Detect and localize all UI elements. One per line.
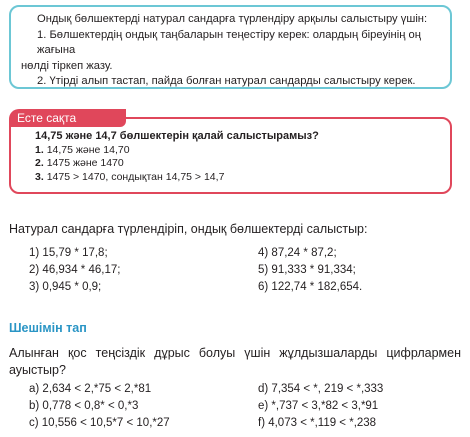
task1-right-column (258, 245, 362, 296)
rule-box (9, 5, 452, 89)
exercise-item: 3) 0,945 * 0,9; (29, 281, 102, 293)
step-number: 2. (35, 157, 44, 169)
exercise-item: 5) 91,333 * 91,334; (258, 264, 356, 276)
step-number: 1. (35, 143, 44, 156)
solve-instruction-line2: ауыстыр? (9, 363, 66, 377)
task1-instruction: Натурал сандарға түрлендіріп, ондық бөлшектерді салыстыр: (9, 222, 368, 236)
solve-instruction-line1: Алынған қос теңсіздік дұрыс болуы үшін жұлдызшаларды цифрлармен (9, 346, 461, 360)
step-text: 1475 және 1470 (46, 157, 124, 169)
rule-step-1: 1. Бөлшектердің ондық таңбаларын теңестіру керек: олардың біреуінің оң жағына (37, 28, 421, 56)
rule-intro: Ондық бөлшектерді натурал сандарға түрлендіру арқылы салыстыру үшін: (37, 13, 428, 25)
exercise-item: c) 10,556 < 10,5*7 < 10,*27 (29, 417, 170, 429)
rule-step-2: 2. Үтірді алып тастап, пайда болған натурал сандарды салыстыру керек. (37, 75, 416, 87)
remember-step (35, 144, 319, 158)
step-text: 1475 > 1470, сондықтан 14,75 > 14,7 (46, 170, 225, 183)
exercise-item: 1) 15,79 * 17,8; (29, 247, 108, 259)
rule-step-1-continuation: нөлді тіркеп жазу. (21, 59, 113, 72)
exercise-item: 4) 87,24 * 87,2; (258, 247, 337, 259)
remember-step (35, 157, 319, 171)
remember-tab: Есте сақта (9, 109, 126, 127)
solve-instruction (9, 345, 461, 379)
step-number: 3. (35, 170, 44, 183)
remember-question: 14,75 және 14,7 бөлшектерін қалай салыстырамыз? (35, 130, 319, 142)
exercise-item: d) 7,354 < *, 219 < *,333 (258, 383, 384, 395)
exercise-item: b) 0,778 < 0,8* < 0,*3 (29, 400, 139, 412)
remember-content (35, 130, 319, 184)
solve-right-column (258, 381, 383, 432)
task1-left-column (29, 245, 120, 296)
exercise-item: f) 4,073 < *,119 < *,238 (258, 417, 377, 429)
exercise-item: e) *,737 < 3,*82 < 3,*91 (258, 400, 379, 412)
remember-step (35, 171, 319, 185)
solve-left-column (29, 381, 170, 432)
exercise-item: a) 2,634 < 2,*75 < 2,*81 (29, 383, 152, 395)
exercise-item: 6) 122,74 * 182,654. (258, 281, 363, 293)
step-text: 14,75 және 14,70 (46, 143, 130, 156)
section-heading: Шешімін тап (9, 321, 87, 335)
exercise-item: 2) 46,934 * 46,17; (29, 264, 121, 276)
